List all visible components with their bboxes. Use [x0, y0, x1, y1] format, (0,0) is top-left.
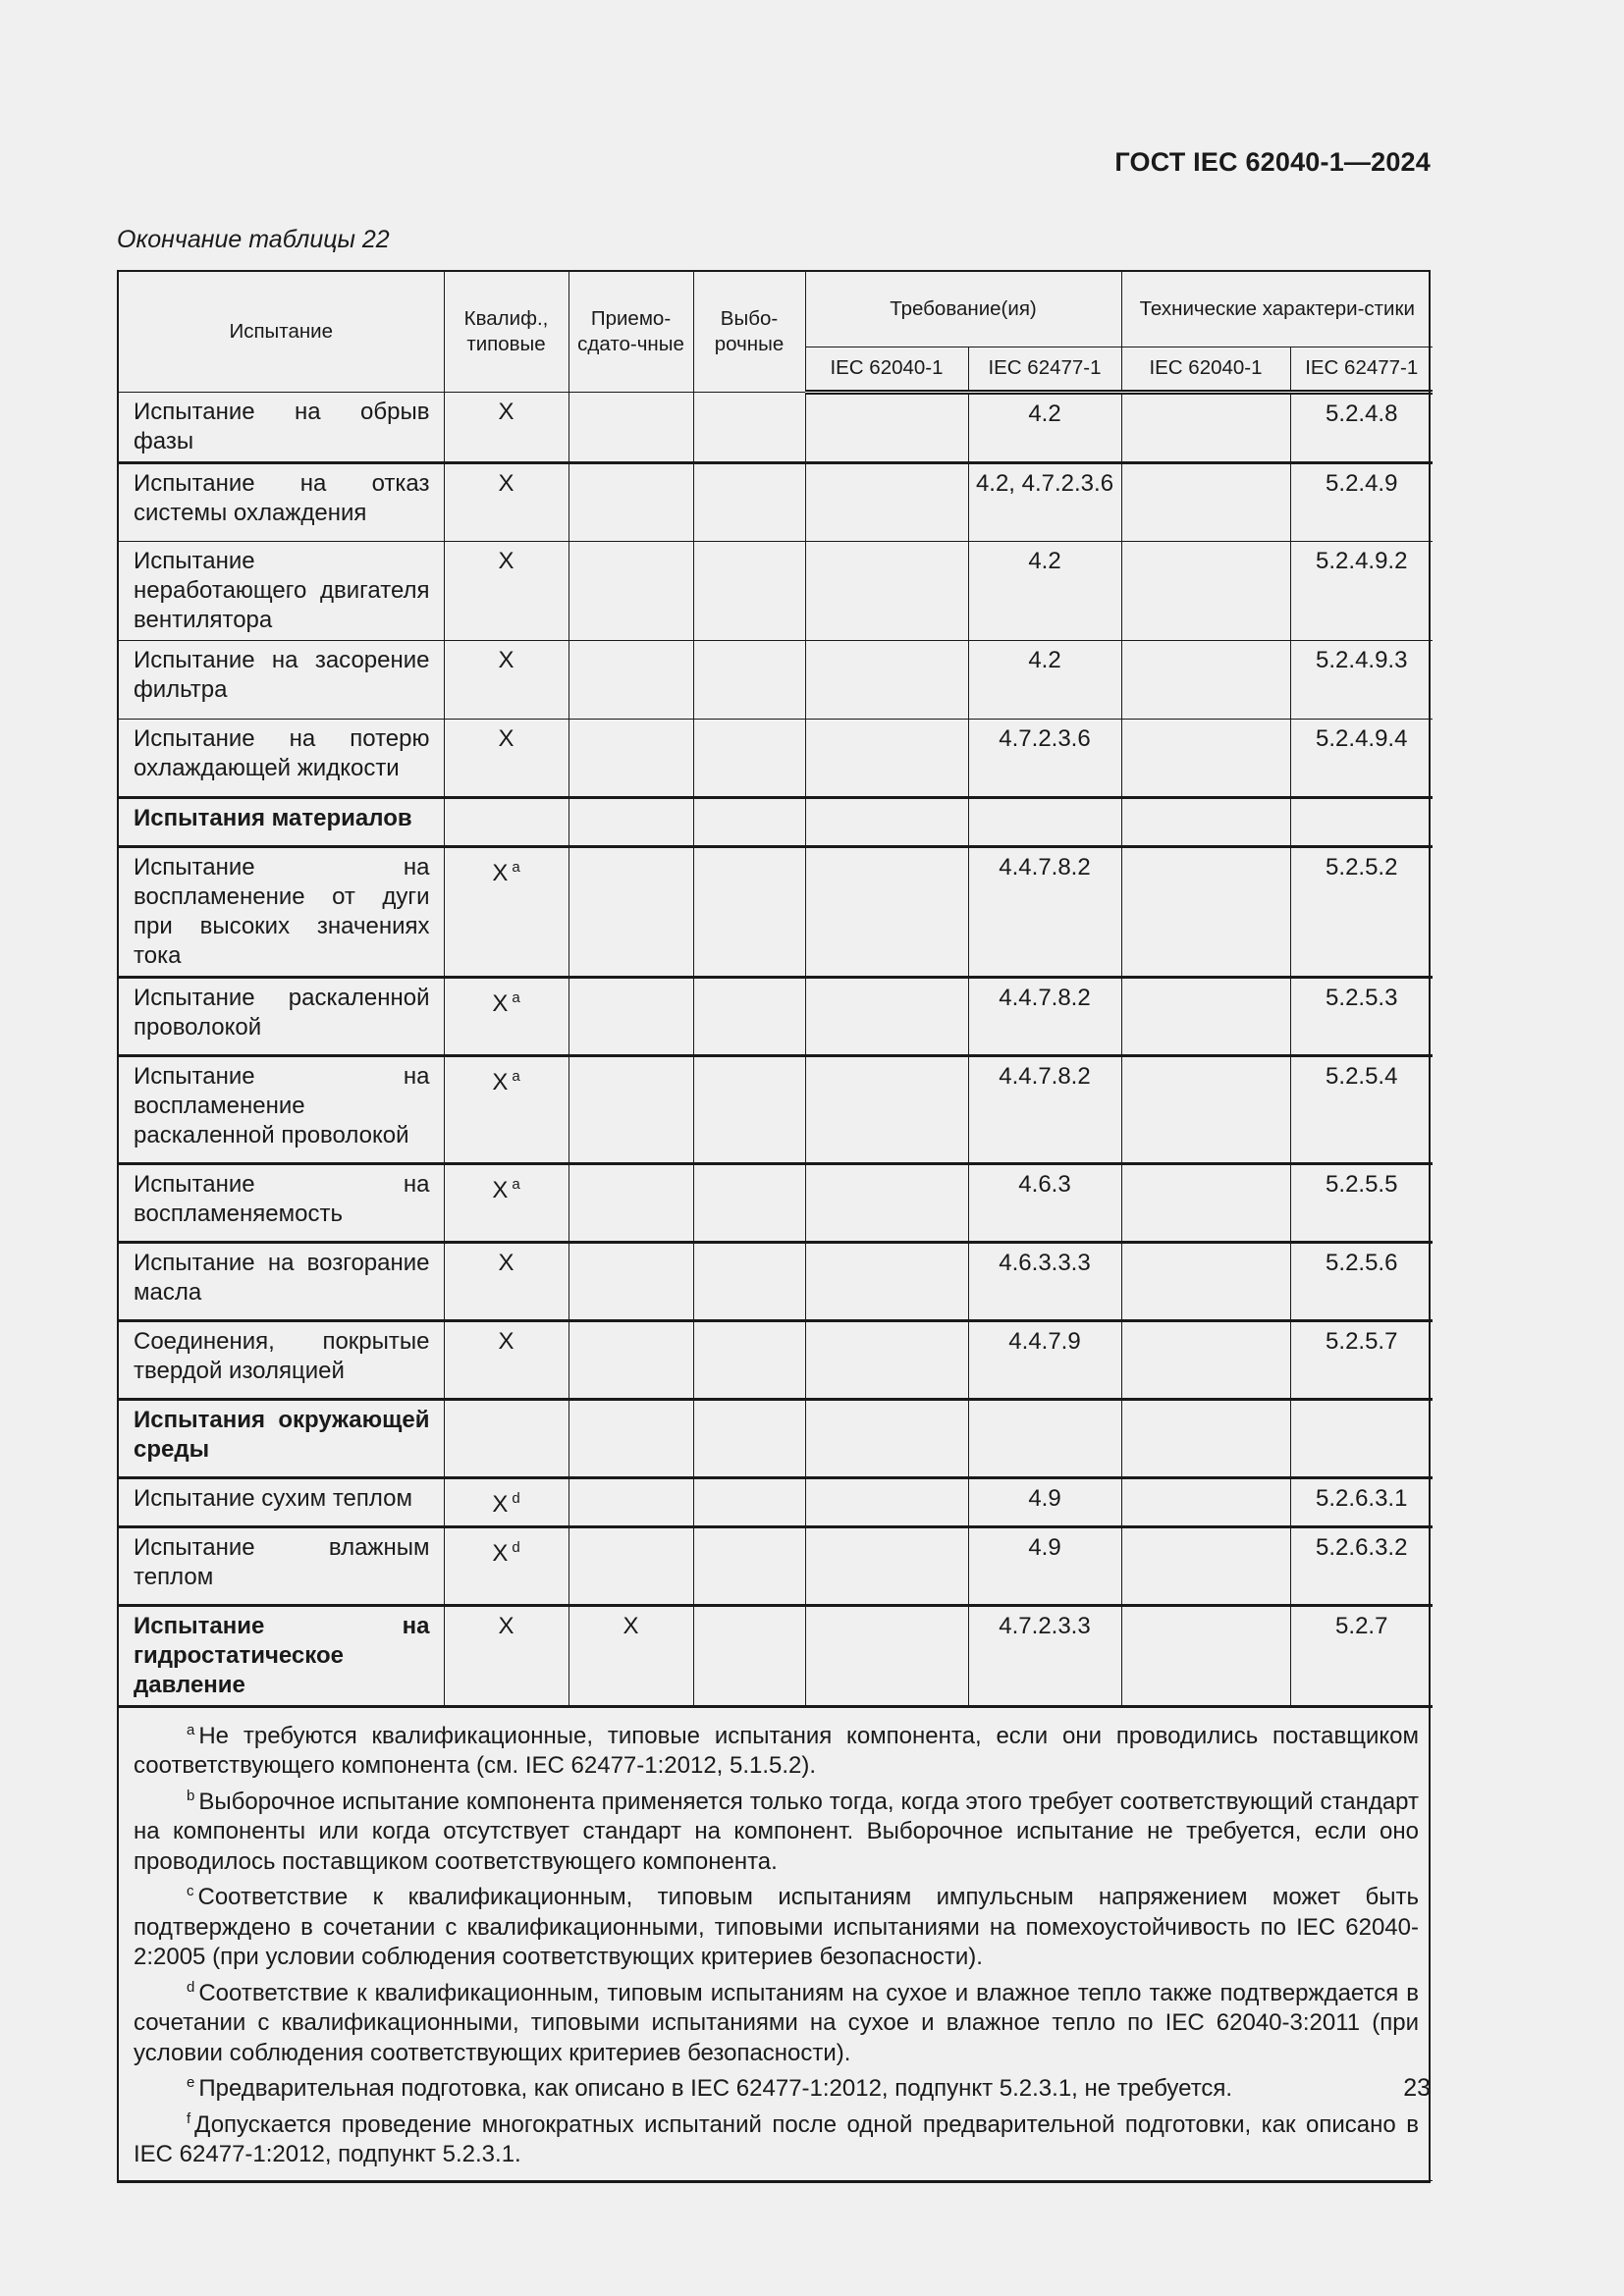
cell-sample: [693, 1526, 805, 1605]
cell-tech-iec62477: 5.2.7: [1290, 1605, 1433, 1706]
cell-sample: [693, 846, 805, 977]
cell-test-name: Испытания окружающей среды: [119, 1399, 444, 1477]
cell-tech-iec62040: [1121, 1605, 1290, 1706]
cell-req-iec62040: [805, 719, 968, 797]
cell-tech-iec62477: 5.2.4.9: [1290, 462, 1433, 541]
cell-qualification: [444, 797, 568, 846]
cell-test-name: Испытание на воспламенение раскаленной проволокой: [119, 1055, 444, 1163]
footnote-mark: b: [187, 1787, 195, 1804]
cell-req-iec62477: 4.2, 4.7.2.3.6: [968, 462, 1121, 541]
cell-test-name: Испытание раскаленной проволокой: [119, 977, 444, 1055]
footnote-ref: a: [512, 858, 520, 876]
footnote: [134, 1973, 1419, 2069]
cell-test-name: Испытание на засорение фильтра: [119, 640, 444, 719]
header-req-iec62040: IEC 62040-1: [805, 347, 968, 392]
table-row: [119, 541, 1433, 640]
cell-qualification: [444, 1477, 568, 1526]
footnote-ref: a: [512, 988, 520, 1006]
cell-req-iec62040: [805, 462, 968, 541]
cell-acceptance: [568, 1320, 693, 1399]
cell-tech-iec62040: [1121, 1163, 1290, 1242]
cell-tech-iec62040: [1121, 977, 1290, 1055]
cell-acceptance: [568, 719, 693, 797]
table-row: [119, 640, 1433, 719]
cell-req-iec62477: 4.9: [968, 1526, 1121, 1605]
cell-req-iec62477: 4.2: [968, 541, 1121, 640]
cell-tech-iec62040: [1121, 640, 1290, 719]
header-tech-iec62040: IEC 62040-1: [1121, 347, 1290, 392]
cell-sample: [693, 719, 805, 797]
table-frame: [117, 270, 1431, 2183]
cell-qualification: [444, 640, 568, 719]
qualification-mark: X: [492, 1490, 509, 1518]
table-row: [119, 1477, 1433, 1526]
footnote-mark: e: [187, 2074, 195, 2091]
table-row: [119, 797, 1433, 846]
qualification-mark: X: [492, 1068, 509, 1095]
cell-qualification: [444, 719, 568, 797]
cell-test-name: Соединения, покрытые твердой изоляцией: [119, 1320, 444, 1399]
cell-qualification: [444, 392, 568, 462]
cell-req-iec62477: 4.6.3.3.3: [968, 1242, 1121, 1320]
cell-tech-iec62477: 5.2.4.9.3: [1290, 640, 1433, 719]
cell-qualification: [444, 1320, 568, 1399]
table-row: [119, 719, 1433, 797]
table-row: [119, 1399, 1433, 1477]
cell-sample: [693, 1163, 805, 1242]
cell-req-iec62040: [805, 1242, 968, 1320]
cell-req-iec62040: [805, 541, 968, 640]
cell-tech-iec62040: [1121, 1055, 1290, 1163]
cell-qualification: [444, 1055, 568, 1163]
cell-tech-iec62477: 5.2.5.4: [1290, 1055, 1433, 1163]
cell-tech-iec62477: 5.2.5.7: [1290, 1320, 1433, 1399]
cell-acceptance: [568, 1526, 693, 1605]
table-caption: Окончание таблицы 22: [117, 226, 390, 253]
cell-req-iec62477: 4.2: [968, 392, 1121, 462]
cell-acceptance: [568, 1055, 693, 1163]
cell-req-iec62477: 4.4.7.8.2: [968, 977, 1121, 1055]
cell-sample: [693, 1477, 805, 1526]
header-sample: Выбо-рочные: [693, 272, 805, 392]
footnote: [134, 2105, 1419, 2170]
cell-tech-iec62040: [1121, 1477, 1290, 1526]
footnote-text: Соответствие к квалификационным, типовым испытаниям импульсным напряжением может быть подтверждено в сочетании с квалификационными, типовыми испытаниями на помехоустойчивость по IEC 62040-2:2005 (при условии соблюдения соответствующих критериев безопасности).: [134, 1884, 1419, 1970]
cell-tech-iec62040: [1121, 846, 1290, 977]
cell-req-iec62477: [968, 797, 1121, 846]
cell-acceptance: [568, 797, 693, 846]
cell-sample: [693, 1242, 805, 1320]
cell-req-iec62040: [805, 1399, 968, 1477]
cell-tech-iec62040: [1121, 1526, 1290, 1605]
footnote-text: Предварительная подготовка, как описано в IEC 62477-1:2012, подпункт 5.2.3.1, не требуется.: [198, 2075, 1233, 2102]
cell-qualification: [444, 1526, 568, 1605]
table-row: [119, 1605, 1433, 1706]
table-row: [119, 977, 1433, 1055]
cell-tech-iec62477: 5.2.6.3.1: [1290, 1477, 1433, 1526]
table-row: [119, 1242, 1433, 1320]
table-body: [119, 392, 1433, 1706]
header-tech-iec62477: IEC 62477-1: [1290, 347, 1433, 392]
cell-req-iec62040: [805, 640, 968, 719]
page-number: 23: [1403, 2074, 1431, 2102]
footnote-text: Выборочное испытание компонента применяется только тогда, когда этого требует соответствующий стандарт на компоненты или когда отсутствует стандарт на компонент. Выборочное испытание не требуется, если оно проводилось поставщиком соответствующего компонента.: [134, 1788, 1419, 1875]
header-req-iec62477: IEC 62477-1: [968, 347, 1121, 392]
cell-req-iec62477: 4.4.7.8.2: [968, 1055, 1121, 1163]
qualification-mark: X: [498, 1612, 514, 1639]
cell-qualification: [444, 541, 568, 640]
header-qualification: Квалиф., типовые: [444, 272, 568, 392]
cell-test-name: Испытание на потерю охлаждающей жидкости: [119, 719, 444, 797]
qualification-mark: X: [498, 547, 514, 574]
cell-qualification: [444, 846, 568, 977]
footnote-mark: c: [187, 1883, 194, 1899]
footnote-ref: a: [512, 1175, 520, 1193]
cell-req-iec62040: [805, 1163, 968, 1242]
qualification-mark: X: [492, 859, 509, 886]
cell-tech-iec62040: [1121, 462, 1290, 541]
qualification-mark: X: [498, 646, 514, 673]
cell-test-name: Испытание сухим теплом: [119, 1477, 444, 1526]
footnote: [134, 2068, 1419, 2105]
cell-tech-iec62477: 5.2.5.2: [1290, 846, 1433, 977]
cell-sample: [693, 977, 805, 1055]
cell-req-iec62477: 4.7.2.3.6: [968, 719, 1121, 797]
table-row: [119, 1320, 1433, 1399]
footnote-mark: a: [187, 1721, 195, 1738]
cell-tech-iec62477: 5.2.5.3: [1290, 977, 1433, 1055]
cell-tech-iec62040: [1121, 392, 1290, 462]
table-row: [119, 462, 1433, 541]
cell-req-iec62040: [805, 1605, 968, 1706]
cell-test-name: Испытание на воспламеняемость: [119, 1163, 444, 1242]
table-row: [119, 1526, 1433, 1605]
cell-test-name: Испытание на возгорание масла: [119, 1242, 444, 1320]
qualification-mark: X: [498, 398, 514, 425]
cell-req-iec62040: [805, 1477, 968, 1526]
cell-req-iec62477: 4.4.7.9: [968, 1320, 1121, 1399]
header-requirements: Требование(ия): [805, 272, 1121, 347]
footnote-mark: d: [187, 1978, 195, 1996]
cell-acceptance: [568, 846, 693, 977]
cell-req-iec62040: [805, 1055, 968, 1163]
footnote: [134, 1877, 1419, 1973]
cell-sample: [693, 1320, 805, 1399]
qualification-mark: X: [498, 1249, 514, 1276]
cell-tech-iec62040: [1121, 1242, 1290, 1320]
cell-acceptance: X: [568, 1605, 693, 1706]
test-table: [119, 272, 1433, 2181]
footnote-ref: d: [512, 1538, 520, 1556]
document-header: ГОСТ IEC 62040-1—2024: [1114, 147, 1431, 177]
table-row: [119, 846, 1433, 977]
cell-tech-iec62477: 5.2.5.6: [1290, 1242, 1433, 1320]
header-acceptance: Приемо-сдато-чные: [568, 272, 693, 392]
footnote-text: Не требуются квалификационные, типовые испытания компонента, если они проводились поставщиком соответствующего компонента (см. IEC 62477-1:2012, 5.1.5.2).: [134, 1722, 1419, 1779]
table-row: [119, 392, 1433, 462]
cell-test-name: Испытание на отказ системы охлаждения: [119, 462, 444, 541]
cell-tech-iec62477: 5.2.4.9.4: [1290, 719, 1433, 797]
cell-acceptance: [568, 1399, 693, 1477]
cell-req-iec62477: 4.9: [968, 1477, 1121, 1526]
footnote: [134, 1782, 1419, 1878]
cell-acceptance: [568, 541, 693, 640]
cell-tech-iec62040: [1121, 1320, 1290, 1399]
cell-tech-iec62040: [1121, 797, 1290, 846]
footnote-mark: f: [187, 2109, 191, 2127]
cell-req-iec62477: 4.4.7.8.2: [968, 846, 1121, 977]
cell-tech-iec62477: 5.2.4.8: [1290, 392, 1433, 462]
cell-tech-iec62477: 5.2.4.9.2: [1290, 541, 1433, 640]
footnote-text: Соответствие к квалификационным, типовым испытаниям на сухое и влажное тепло также подтверждается в сочетании с квалификационными, типовыми испытаниями на сухое и влажное тепло по IEC 62040-3:2011 (при условии соблюдения соответствующих критериев безопасности).: [134, 1979, 1419, 2066]
qualification-mark: X: [492, 1176, 509, 1203]
cell-tech-iec62040: [1121, 1399, 1290, 1477]
cell-test-name: Испытание на обрыв фазы: [119, 392, 444, 462]
qualification-mark: X: [492, 989, 509, 1017]
cell-test-name: Испытание неработающего двигателя вентилятора: [119, 541, 444, 640]
cell-req-iec62477: 4.6.3: [968, 1163, 1121, 1242]
cell-qualification: [444, 1242, 568, 1320]
cell-tech-iec62477: [1290, 1399, 1433, 1477]
cell-sample: [693, 1055, 805, 1163]
cell-acceptance: [568, 640, 693, 719]
footnote-text: Допускается проведение многократных испытаний после одной предварительной подготовки, как описано в IEC 62477-1:2012, подпункт 5.2.3.1.: [134, 2110, 1419, 2167]
cell-qualification: [444, 462, 568, 541]
cell-qualification: [444, 1605, 568, 1706]
cell-req-iec62040: [805, 392, 968, 462]
cell-acceptance: [568, 392, 693, 462]
cell-sample: [693, 541, 805, 640]
cell-tech-iec62477: 5.2.5.5: [1290, 1163, 1433, 1242]
cell-req-iec62477: 4.7.2.3.3: [968, 1605, 1121, 1706]
cell-sample: [693, 392, 805, 462]
cell-acceptance: [568, 462, 693, 541]
cell-req-iec62040: [805, 846, 968, 977]
cell-acceptance: [568, 1242, 693, 1320]
cell-req-iec62040: [805, 1320, 968, 1399]
qualification-mark: X: [498, 1327, 514, 1355]
cell-sample: [693, 1399, 805, 1477]
cell-req-iec62040: [805, 797, 968, 846]
cell-test-name: Испытание на воспламенение от дуги при высоких значениях тока: [119, 846, 444, 977]
cell-test-name: Испытания материалов: [119, 797, 444, 846]
table-row: [119, 1055, 1433, 1163]
header-test: Испытание: [119, 272, 444, 392]
footnote: [134, 1716, 1419, 1782]
cell-acceptance: [568, 1163, 693, 1242]
cell-req-iec62477: 4.2: [968, 640, 1121, 719]
cell-acceptance: [568, 977, 693, 1055]
footnote-ref: d: [512, 1489, 520, 1507]
cell-tech-iec62040: [1121, 719, 1290, 797]
cell-req-iec62040: [805, 1526, 968, 1605]
cell-sample: [693, 1605, 805, 1706]
cell-tech-iec62040: [1121, 541, 1290, 640]
qualification-mark: X: [492, 1539, 509, 1567]
header-technical-characteristics: Технические характери-стики: [1121, 272, 1433, 347]
cell-tech-iec62477: 5.2.6.3.2: [1290, 1526, 1433, 1605]
cell-qualification: [444, 1399, 568, 1477]
qualification-mark: X: [498, 724, 514, 752]
cell-test-name: Испытание влажным теплом: [119, 1526, 444, 1605]
cell-qualification: [444, 1163, 568, 1242]
footnote-ref: a: [512, 1067, 520, 1085]
cell-req-iec62477: [968, 1399, 1121, 1477]
cell-sample: [693, 462, 805, 541]
cell-sample: [693, 640, 805, 719]
cell-qualification: [444, 977, 568, 1055]
cell-acceptance: [568, 1477, 693, 1526]
cell-req-iec62040: [805, 977, 968, 1055]
footnotes: [119, 1706, 1433, 2180]
cell-sample: [693, 797, 805, 846]
cell-test-name: Испытание на гидростатическое давление: [119, 1605, 444, 1706]
cell-tech-iec62477: [1290, 797, 1433, 846]
qualification-mark: X: [498, 469, 514, 497]
table-row: [119, 1163, 1433, 1242]
